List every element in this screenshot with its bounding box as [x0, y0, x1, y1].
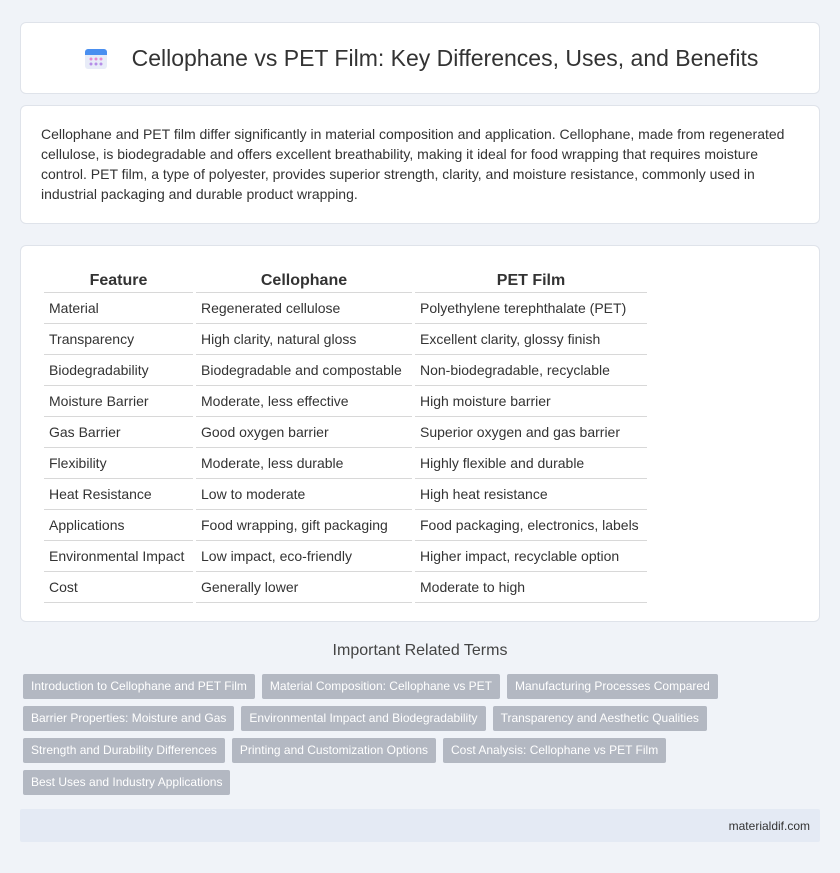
intro-text: Cellophane and PET film differ significantly in material composition and application. Cellophane, made from regenerated cellulose, is biodegradable and offers excellent breathability, making it ideal for food wrapping that requires moisture control. PET film, a type of polyester, provides superior strength, clarity, and moisture resistance, commonly used in industrial packaging and durable product wrapping.	[41, 126, 785, 202]
table-cell: Moderate to high	[415, 572, 647, 603]
table-row	[44, 541, 647, 572]
table-cell: Generally lower	[196, 572, 412, 603]
table-cell: Cost	[44, 572, 193, 603]
table-cell: Heat Resistance	[44, 479, 193, 510]
table-row	[44, 324, 647, 355]
table-cell: Environmental Impact	[44, 541, 193, 572]
table-cell: Polyethylene terephthalate (PET)	[415, 293, 647, 324]
calendar-icon	[82, 44, 110, 72]
table-row	[44, 417, 647, 448]
related-terms-list	[23, 674, 803, 795]
table-row	[44, 448, 647, 479]
table-cell: Biodegradability	[44, 355, 193, 386]
related-term-tag[interactable]: Barrier Properties: Moisture and Gas	[23, 706, 234, 731]
table-cell: Higher impact, recyclable option	[415, 541, 647, 572]
table-row	[44, 572, 647, 603]
related-term-tag[interactable]: Environmental Impact and Biodegradability	[241, 706, 485, 731]
comparison-table	[41, 266, 650, 603]
header-pet-film: PET Film	[415, 266, 647, 293]
related-terms-title: Important Related Terms	[332, 642, 508, 659]
table-row	[44, 355, 647, 386]
related-term-tag[interactable]: Cost Analysis: Cellophane vs PET Film	[443, 738, 666, 763]
related-term-tag[interactable]: Introduction to Cellophane and PET Film	[23, 674, 255, 699]
table-cell: Superior oxygen and gas barrier	[415, 417, 647, 448]
header-cellophane: Cellophane	[196, 266, 412, 293]
related-term-tag[interactable]: Best Uses and Industry Applications	[23, 770, 230, 795]
table-cell: High heat resistance	[415, 479, 647, 510]
table-cell: Food wrapping, gift packaging	[196, 510, 412, 541]
table-cell: Flexibility	[44, 448, 193, 479]
table-row	[44, 510, 647, 541]
table-cell: Low to moderate	[196, 479, 412, 510]
table-header-row	[44, 266, 647, 293]
related-term-tag[interactable]: Material Composition: Cellophane vs PET	[262, 674, 500, 699]
related-term-tag[interactable]: Manufacturing Processes Compared	[507, 674, 718, 699]
page-title: Cellophane vs PET Film: Key Differences, Uses, and Benefits	[131, 44, 759, 71]
header-card	[20, 22, 820, 94]
table-cell: Moisture Barrier	[44, 386, 193, 417]
table-cell: Low impact, eco-friendly	[196, 541, 412, 572]
related-term-tag[interactable]: Strength and Durability Differences	[23, 738, 225, 763]
table-row	[44, 386, 647, 417]
comparison-table-card	[20, 245, 820, 622]
table-cell: High clarity, natural gloss	[196, 324, 412, 355]
table-cell: Moderate, less durable	[196, 448, 412, 479]
table-cell: Material	[44, 293, 193, 324]
page-title-row	[82, 44, 759, 72]
table-cell: Biodegradable and compostable	[196, 355, 412, 386]
table-cell: Regenerated cellulose	[196, 293, 412, 324]
table-cell: Excellent clarity, glossy finish	[415, 324, 647, 355]
footer	[20, 809, 820, 842]
intro-card	[20, 105, 820, 224]
related-term-tag[interactable]: Printing and Customization Options	[232, 738, 436, 763]
table-cell: Applications	[44, 510, 193, 541]
table-row	[44, 293, 647, 324]
table-cell: Highly flexible and durable	[415, 448, 647, 479]
table-row	[44, 479, 647, 510]
table-cell: Non-biodegradable, recyclable	[415, 355, 647, 386]
table-cell: High moisture barrier	[415, 386, 647, 417]
footer-site-link[interactable]: materialdif.com	[728, 818, 810, 833]
table-cell: Transparency	[44, 324, 193, 355]
table-cell: Moderate, less effective	[196, 386, 412, 417]
header-feature: Feature	[44, 266, 193, 293]
table-cell: Food packaging, electronics, labels	[415, 510, 647, 541]
related-term-tag[interactable]: Transparency and Aesthetic Qualities	[493, 706, 707, 731]
table-cell: Gas Barrier	[44, 417, 193, 448]
table-cell: Good oxygen barrier	[196, 417, 412, 448]
